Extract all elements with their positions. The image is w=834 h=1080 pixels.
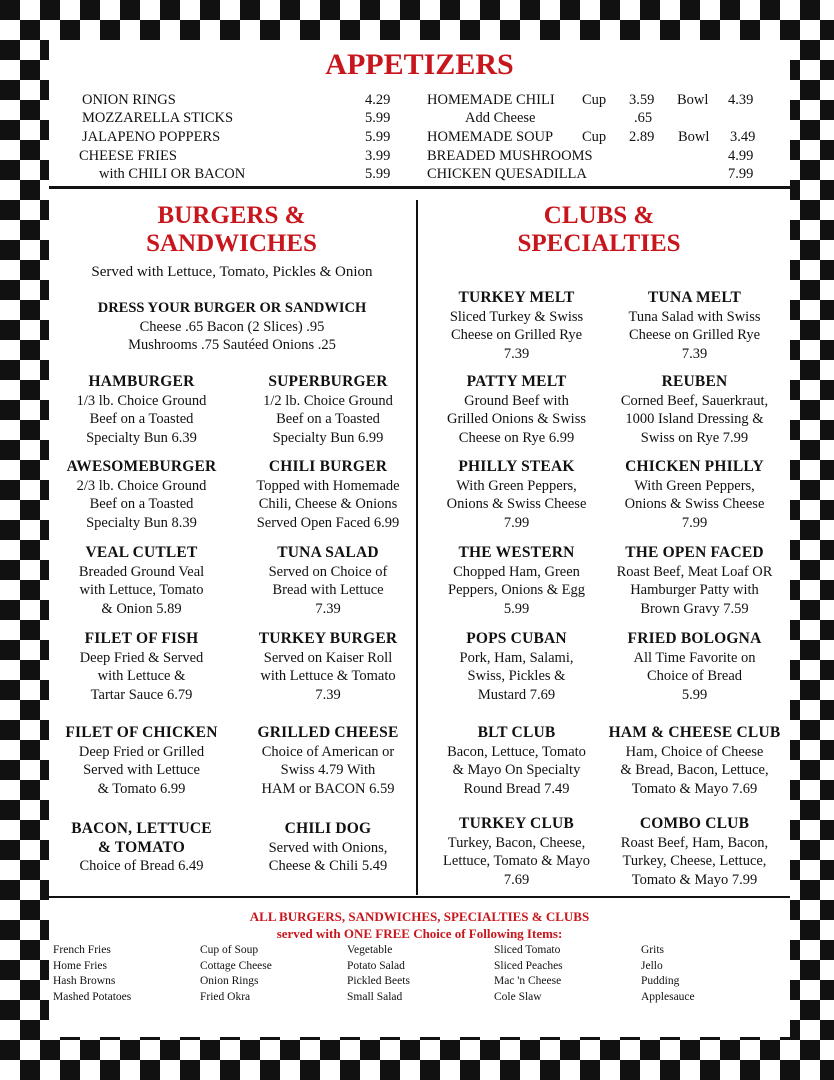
menu-item-desc: Specialty Bun 6.39 <box>86 429 197 446</box>
appetizer-row: HOMEMADE CHILI <box>427 92 555 108</box>
menu-item-desc: 2/3 lb. Choice Ground <box>76 477 207 494</box>
side-option: Grits <box>641 944 664 956</box>
menu-item-name: TURKEY BURGER <box>258 630 398 647</box>
menu-item-desc: 7.39 <box>503 345 530 362</box>
menu-item-desc: 7.99 <box>681 514 708 531</box>
menu-item-desc: Swiss 4.79 With <box>280 762 376 778</box>
menu-item-desc: 7.69 <box>503 871 530 888</box>
menu-item-desc: Lettuce, Tomato & Mayo <box>443 853 590 869</box>
menu-item-desc: Tartar Sauce 6.79 <box>90 686 193 703</box>
menu-item <box>239 724 417 798</box>
side-option: Mashed Potatoes <box>53 990 132 1003</box>
menu-item <box>239 630 417 704</box>
dress-title: DRESS YOUR BURGER OR SANDWICH <box>97 300 367 316</box>
menu-item-desc: Pork, Ham, Salami, <box>459 649 574 666</box>
menu-item <box>599 458 790 532</box>
side-option: Pudding <box>641 975 680 987</box>
burgers-title-line2: SANDWICHES <box>146 230 317 257</box>
menu-item <box>239 820 417 876</box>
appetizer-row: BREADED MUSHROOMS <box>427 148 593 164</box>
menu-item-desc: Served on Kaiser Roll <box>263 649 393 666</box>
menu-item-desc: Chili, Cheese & Onions <box>258 496 398 512</box>
menu-item <box>421 289 612 363</box>
menu-item-desc: Deep Fried & Served <box>79 649 204 666</box>
menu-item <box>599 289 790 363</box>
menu-item-name: BLT CLUB <box>477 724 556 741</box>
clubs-title <box>484 202 714 258</box>
menu-item-name: VEAL CUTLET <box>85 544 198 561</box>
menu-item-desc: Specialty Bun 8.39 <box>86 514 197 531</box>
side-option: Cole Slaw <box>494 990 542 1003</box>
appetizer-price: 3.49 <box>730 129 756 145</box>
menu-item-desc: Roast Beef, Ham, Bacon, <box>620 834 769 851</box>
clubs-title-line2: SPECIALTIES <box>517 230 681 257</box>
appetizer-row: HOMEMADE SOUP <box>427 129 554 145</box>
menu-item-name: REUBEN <box>661 373 728 390</box>
dress-line: Cheese .65 Bacon (2 Slices) .95 <box>139 318 325 335</box>
menu-item-desc: 5.99 <box>503 600 530 617</box>
menu-item <box>599 724 790 798</box>
menu-item-name: HAMBURGER <box>88 373 195 390</box>
burgers-title-line1: BURGERS & <box>157 202 306 229</box>
footer-line: served with ONE FREE Choice of Following Items: <box>276 926 563 941</box>
appetizer-row: with CHILI OR BACON <box>99 166 246 182</box>
appetizer-price: 4.29 <box>365 92 391 108</box>
menu-item-name: GRILLED CHEESE <box>257 724 399 741</box>
side-option: Fried Okra <box>200 990 251 1003</box>
menu-item-name: FILET OF FISH <box>84 630 199 647</box>
appetizer-size: Bowl <box>677 92 709 108</box>
menu-item-desc: Cheese on Grilled Rye <box>450 327 583 343</box>
menu-item-desc: Grilled Onions & Swiss <box>447 411 586 427</box>
menu-item <box>239 544 417 618</box>
menu-item-desc: Hamburger Patty with <box>630 582 759 598</box>
menu-item-name: THE WESTERN <box>458 544 575 561</box>
menu-item-name: SUPERBURGER <box>268 373 388 390</box>
menu-item-desc: Brown Gravy 7.59 <box>640 600 749 617</box>
menu-item-desc: 1/3 lb. Choice Ground <box>76 392 207 409</box>
menu-item-desc: Chopped Ham, Green <box>453 563 580 580</box>
appetizer-price: 4.39 <box>728 92 754 108</box>
side-option: French Fries <box>53 944 111 956</box>
side-option: Cottage Cheese <box>200 959 272 972</box>
appetizer-price: 3.99 <box>365 148 391 164</box>
menu-item-desc: Deep Fried or Grilled <box>78 743 205 760</box>
burgers-served-note: Served with Lettuce, Tomato, Pickles & Onion <box>91 264 373 280</box>
menu-item-desc: & Mayo On Specialty <box>452 762 581 778</box>
menu-item-desc: Beef on a Toasted <box>89 496 194 512</box>
footer-line: ALL BURGERS, SANDWICHES, SPECIALTIES & CLUBS <box>249 909 590 924</box>
menu-item <box>421 458 612 532</box>
side-option: Potato Salad <box>347 959 405 972</box>
appetizer-size: Bowl <box>678 129 710 145</box>
menu-item-desc: Ground Beef with <box>464 392 569 409</box>
menu-item-desc: with Lettuce & Tomato <box>260 668 396 684</box>
menu-item-name: BACON, LETTUCE <box>71 820 212 837</box>
footer-note <box>49 908 790 942</box>
menu-item-desc: With Green Peppers, <box>456 477 577 494</box>
appetizer-price: 5.99 <box>365 166 391 182</box>
appetizer-price: 2.89 <box>629 129 655 145</box>
side-option: Pickled Beets <box>347 975 410 987</box>
appetizer-row: ONION RINGS <box>82 92 176 108</box>
clubs-title-line1: CLUBS & <box>543 202 655 229</box>
menu-item <box>49 630 234 704</box>
footer-divider <box>49 896 790 898</box>
appetizer-price: 4.99 <box>728 148 754 164</box>
menu-item-desc: Peppers, Onions & Egg <box>448 582 585 598</box>
menu-item-desc: Onions & Swiss Cheese <box>624 496 765 512</box>
menu-item-desc: HAM or BACON 6.59 <box>261 780 395 797</box>
side-option: Hash Browns <box>53 975 116 987</box>
menu-item-desc: 5.99 <box>681 686 708 703</box>
menu-item-desc: Bacon, Lettuce, Tomato <box>447 743 586 760</box>
menu-item-desc: & Onion 5.89 <box>101 600 182 617</box>
menu-item-name: COMBO CLUB <box>639 815 750 832</box>
burgers-title <box>119 202 344 258</box>
menu-item-desc: Onions & Swiss Cheese <box>446 496 587 512</box>
menu-item-desc: With Green Peppers, <box>634 477 755 494</box>
menu-item-desc: All Time Favorite on <box>633 649 756 666</box>
menu-item-desc: Served with Onions, <box>268 839 388 856</box>
menu-item <box>421 630 612 704</box>
side-option: Mac 'n Cheese <box>494 975 562 987</box>
appetizer-row: Add Cheese <box>465 110 536 126</box>
menu-item-desc: Turkey, Bacon, Cheese, <box>447 834 586 851</box>
menu-item <box>421 815 612 889</box>
menu-item-name: CHICKEN PHILLY <box>625 458 764 475</box>
menu-item-desc: Bread with Lettuce <box>272 582 384 598</box>
menu-item-desc: Beef on a Toasted <box>276 411 380 427</box>
menu-item-desc: with Lettuce & <box>97 668 186 684</box>
menu-item <box>421 544 612 618</box>
menu-item-desc: Cheese on Grilled Rye <box>628 327 761 343</box>
menu-item <box>49 724 234 798</box>
menu-item-name: TURKEY MELT <box>458 289 575 306</box>
appetizer-price: 5.99 <box>365 110 391 126</box>
side-option: Onion Rings <box>200 975 259 987</box>
menu-item-desc: & Tomato 6.99 <box>97 780 186 797</box>
menu-item <box>239 373 417 447</box>
menu-item-name: CHILI BURGER <box>268 458 388 475</box>
sides-column <box>494 943 634 1005</box>
appetizer-price: 7.99 <box>728 166 754 182</box>
section-divider <box>49 186 790 189</box>
menu-item <box>239 458 417 532</box>
menu-item-desc: Served Open Faced 6.99 <box>256 514 400 531</box>
menu-item-desc: Specialty Bun 6.99 <box>272 429 384 446</box>
menu-item-desc: Cheese & Chili 5.49 <box>268 858 388 874</box>
menu-item-desc: Round Bread 7.49 <box>463 780 570 797</box>
side-option: Sliced Tomato <box>494 944 561 956</box>
menu-item-name: TUNA SALAD <box>277 544 379 561</box>
menu-item <box>599 544 790 618</box>
side-option: Small Salad <box>347 990 403 1003</box>
appetizer-size: Cup <box>582 129 607 145</box>
menu-item-desc: Beef on a Toasted <box>89 411 194 427</box>
menu-panel <box>49 40 790 1037</box>
menu-item-desc: Served with Lettuce <box>83 762 200 778</box>
menu-item-name: FRIED BOLOGNA <box>627 630 762 647</box>
menu-item-desc: Choice of American or <box>261 743 395 760</box>
menu-item <box>421 724 612 798</box>
menu-item-desc: Choice of Bread 6.49 <box>79 858 204 874</box>
menu-item-desc: 7.39 <box>681 345 708 362</box>
menu-item-desc: Choice of Bread <box>646 668 743 684</box>
menu-item-desc: Swiss on Rye 7.99 <box>640 429 749 446</box>
menu-item-desc: Corned Beef, Sauerkraut, <box>620 392 769 409</box>
sides-column <box>641 943 781 1005</box>
menu-item-name: TUNA MELT <box>648 289 741 306</box>
appetizer-size: Cup <box>582 92 607 108</box>
sides-column <box>200 943 340 1005</box>
menu-item <box>599 373 790 447</box>
menu-item-desc: Topped with Homemade <box>256 477 400 494</box>
menu-item-desc: Roast Beef, Meat Loaf OR <box>616 563 773 580</box>
menu-item-desc: Swiss, Pickles & <box>467 668 566 684</box>
appetizer-row: JALAPENO POPPERS <box>82 129 221 145</box>
menu-item-desc: 7.39 <box>315 686 341 703</box>
side-option: Home Fries <box>53 959 107 972</box>
menu-item-desc: Turkey, Cheese, Lettuce, <box>622 853 767 869</box>
dress-your-burger <box>49 299 415 355</box>
menu-item-name: CHILI DOG <box>284 820 372 837</box>
appetizer-price: .65 <box>634 110 653 126</box>
menu-item-desc: 7.39 <box>315 600 341 617</box>
menu-item <box>421 373 612 447</box>
menu-item-name: THE OPEN FACED <box>625 544 764 561</box>
menu-item-name: PATTY MELT <box>466 373 567 390</box>
menu-item <box>49 544 234 618</box>
appetizer-row: MOZZARELLA STICKS <box>82 110 234 126</box>
sides-column <box>53 943 193 1005</box>
menu-item-desc: Sliced Turkey & Swiss <box>449 308 584 325</box>
menu-item-name: AWESOMEBURGER <box>66 458 217 475</box>
menu-item-name: POPS CUBAN <box>466 630 567 647</box>
menu-item-desc: Breaded Ground Veal <box>78 563 205 580</box>
side-option: Applesauce <box>641 990 695 1003</box>
menu-item <box>49 458 234 532</box>
side-option: Cup of Soup <box>200 944 259 956</box>
side-option: Jello <box>641 959 663 972</box>
menu-item-name: TURKEY CLUB <box>459 815 574 832</box>
menu-item-desc: Tomato & Mayo 7.99 <box>631 871 758 888</box>
menu-item-name: FILET OF CHICKEN <box>65 724 218 741</box>
menu-item-name: & TOMATO <box>97 838 185 856</box>
side-option: Sliced Peaches <box>494 959 563 972</box>
menu-item-name: HAM & CHEESE CLUB <box>608 724 781 741</box>
side-option: Vegetable <box>347 944 393 956</box>
dress-line: Mushrooms .75 Sautéed Onions .25 <box>128 337 336 353</box>
menu-item-desc: Cheese on Rye 6.99 <box>458 429 575 446</box>
sides-column <box>347 943 487 1005</box>
menu-item <box>599 630 790 704</box>
menu-item-desc: 1000 Island Dressing & <box>625 411 764 427</box>
menu-item-desc: Served on Choice of <box>268 563 388 580</box>
menu-item-name: PHILLY STEAK <box>458 458 575 475</box>
appetizer-row: CHEESE FRIES <box>79 148 177 164</box>
appetizer-row: CHICKEN QUESADILLA <box>427 166 587 182</box>
appetizer-price: 5.99 <box>365 129 391 145</box>
menu-item <box>49 820 234 876</box>
menu-item-desc: Ham, Choice of Cheese <box>625 743 764 760</box>
menu-item <box>599 815 790 889</box>
menu-item-desc: Tomato & Mayo 7.69 <box>631 780 758 797</box>
menu-item-desc: & Bread, Bacon, Lettuce, <box>620 762 769 778</box>
menu-item-desc: 7.99 <box>503 514 530 531</box>
menu-item-desc: with Lettuce, Tomato <box>79 582 204 598</box>
menu-item-desc: 1/2 lb. Choice Ground <box>263 392 393 409</box>
menu-item-desc: Mustard 7.69 <box>477 686 556 703</box>
menu-item <box>49 373 234 447</box>
menu-item-desc: Tuna Salad with Swiss <box>628 308 761 325</box>
appetizer-price: 3.59 <box>629 92 655 108</box>
appetizers-title: APPETIZERS <box>325 48 514 81</box>
